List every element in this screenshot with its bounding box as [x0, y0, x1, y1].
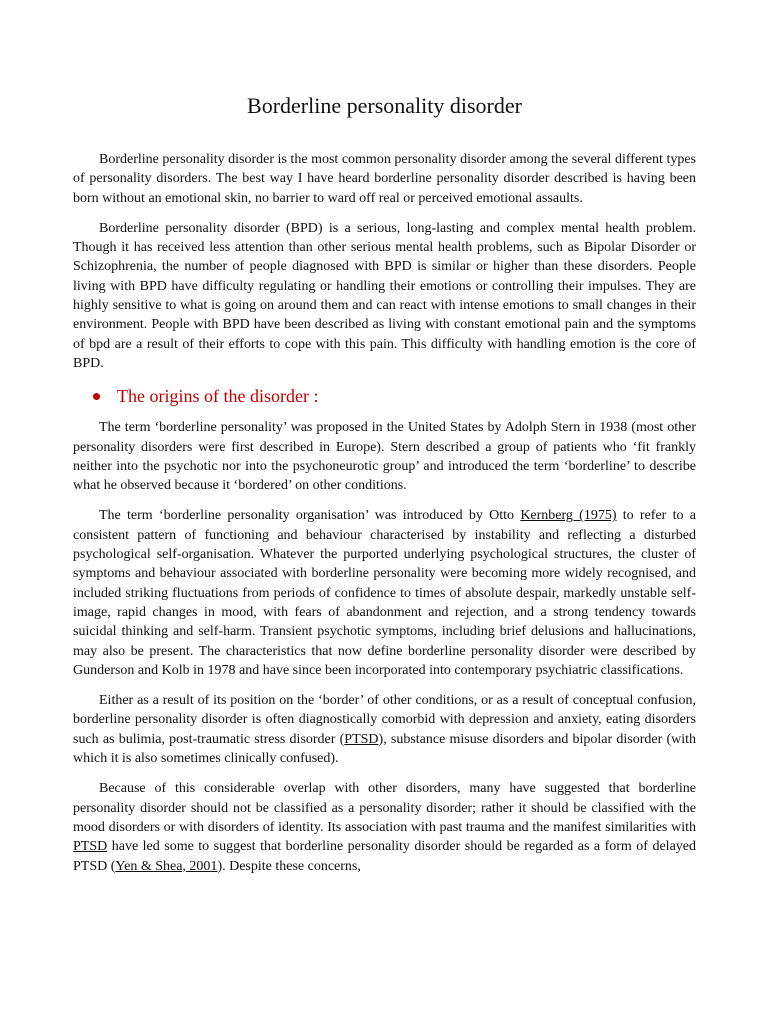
- reference-link-ptsd[interactable]: PTSD: [73, 839, 108, 855]
- reference-link-ptsd[interactable]: PTSD: [344, 731, 379, 747]
- paragraph-classification: [73, 779, 696, 875]
- paragraph-text: have led some to suggest that borderline personality disorder should be regarded as a form of delayed PTSD (: [73, 839, 696, 874]
- paragraph-text: ). Despite these concerns,: [217, 858, 361, 874]
- reference-link-kernberg[interactable]: Kernberg (1975): [520, 508, 617, 524]
- paragraph-comorbidity: [73, 691, 696, 768]
- paragraph-intro: Borderline personality disorder is the most common personality disorder among the several different types of personality disorders. The best way I have heard borderline personality disorder described is having been born without an emotional skin, no barrier to ward off real or perceived emotional assaults.: [73, 152, 696, 206]
- section-heading-text: The origins of the disorder :: [117, 386, 319, 407]
- paragraph-text: Because of this considerable overlap with other disorders, many have suggested that borderline personality disorder should not be classified as a personality disorder; rather it should be classified with the mood disorders or with disorders of identity. Its association with past trauma and the manifest similarities with: [73, 781, 696, 835]
- section-heading-origins: [73, 384, 696, 408]
- paragraph-text: Either as a result of its position on the ‘border’ of other conditions, or as a result of conceptual confusion, borderline personality disorder is often diagnostically comorbid with depression and anxiety, eating disorders such as bulimia, post-traumatic stress disorder (: [73, 693, 696, 747]
- paragraph-kernberg: [73, 506, 696, 680]
- document-title: Borderline personality disorder: [247, 93, 522, 118]
- paragraph-text: ), substance misuse disorders and bipolar disorder (with which it is also sometimes clinically confused).: [73, 731, 697, 767]
- paragraph-bpd-overview: Borderline personality disorder (BPD) is a serious, long-lasting and complex mental health problem. Though it has received less attention than other serious mental health problems, such as Bipolar Disorder or Schizophrenia, the number of people diagnosed with BPD is similar or higher than these disorders. People living with BPD have difficulty regulating or handling their emotions or controlling their impulses. They are highly sensitive to what is going on around them and can react with intense emotions to small changes in their environment. People with BPD have been described as living with constant emotional pain and the symptoms of bpd are a result of their efforts to cope with this pain. This difficulty with handling emotion is the core of BPD.: [73, 220, 696, 371]
- bullet-icon: [93, 393, 100, 400]
- paragraph-stern: The term ‘borderline personality’ was proposed in the United States by Adolph Stern in 1938 (most other personality disorders were first described in Europe). Stern described a group of patients who ‘fit frankly neither into the psychotic nor into the psychoneurotic group’ and introduced the term ‘borderline’ to describe what he observed because it ‘bordered’ on other conditions.: [73, 420, 696, 494]
- paragraph-text: to refer to a consistent pattern of functioning and behaviour characterised by instability and reflecting a disturbed psychological self-organisation. Whatever the purported underlying psychological structures, the cluster of symptoms and behaviour associated with borderline personality were becoming more widely recognised, and included striking fluctuations from periods of confidence to times of absolute despair, markedly unstable self-image, rapid changes in mood, with fears of abandonment and rejection, and a strong tendency towards suicidal thinking and self-harm. Transient psychotic symptoms, including brief delusions and hallucinations, may also be present. The characteristics that now define borderline personality disorder were described by Gunderson and Kolb in 1978 and have since been incorporated into contemporary psychiatric classifications.: [73, 508, 696, 678]
- paragraph-text: The term ‘borderline personality organisation’ was introduced by Otto: [99, 508, 521, 524]
- reference-link-yen-shea[interactable]: Yen & Shea, 2001: [115, 858, 218, 874]
